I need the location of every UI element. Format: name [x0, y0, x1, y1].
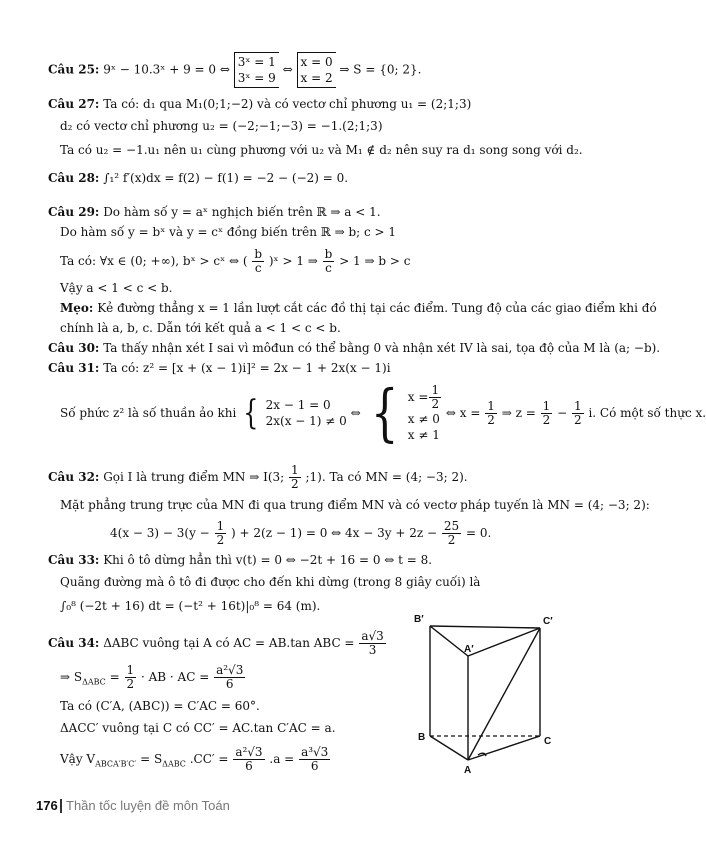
frac-num: 25 [443, 519, 460, 533]
frac-num: 1 [291, 463, 299, 477]
frac-den: 2 [291, 477, 299, 491]
q32-text-b: ;1). Ta có MN = (4; −3; 2). [305, 470, 468, 484]
frac-num: b [324, 247, 333, 261]
frac-den: 6 [225, 677, 234, 691]
q29-compare-c: > 1 ⇒ b > c [339, 254, 411, 268]
frac-num: a³√3 [301, 745, 329, 759]
q34-frac-a33 [299, 746, 330, 773]
footer-title: Thần tốc luyện đề môn Toán [66, 798, 230, 813]
q32-eq-b: ) + 2(z − 1) = 0 ⇔ 4x − 3y + 2z − [231, 526, 438, 540]
q29-line-4: Vậy a < 1 < c < b. [60, 281, 173, 295]
q33-text-1: Khi ô tô dừng hẳn thì v(t) = 0 ⇔ −2t + 16 = 0 ⇔ t = 8. [103, 553, 433, 567]
q32-eq-c: = 0. [465, 526, 492, 540]
q29-compare-b: )ˣ > 1 ⇒ [268, 254, 318, 268]
page-number: 176 [36, 798, 58, 813]
footer-separator [60, 799, 62, 813]
q32-text-a: Gọi I là trung điểm MN ⇒ I(3; [103, 470, 285, 484]
q25-label: Câu 25: [48, 62, 100, 77]
frac-den: 2 [487, 412, 495, 427]
q29-frac-bc-2 [323, 248, 335, 275]
frac-den: 2 [542, 412, 551, 427]
q29-line-3 [60, 248, 410, 275]
q27-line-3: Ta có u₂ = −1.u₁ nên u₁ cùng phương với u₂ và M₁ ∉ d₂ nên suy ra d₁ song song với d₂. [60, 143, 583, 157]
q34-line-4: ΔACC′ vuông tại C có CC′ = AC.tan C′AC = a. [60, 721, 336, 735]
q30-line [48, 340, 660, 356]
q29-text-1: Do hàm số y = aˣ nghịch biến trên ℝ ⇒ a < 1. [103, 205, 381, 219]
label-c: C [544, 736, 552, 747]
frac-den: 6 [310, 759, 319, 773]
frac-num: 1 [126, 663, 135, 677]
edge-b1a1 [430, 626, 468, 656]
q34-times-a: .a = [269, 752, 295, 766]
q29-line-1 [48, 204, 381, 220]
q32-frac-25 [442, 520, 461, 547]
q34-text-1: ΔABC vuông tại A có AC = AB.tan ABC = [103, 636, 355, 650]
q27-label: Câu 27: [48, 97, 100, 111]
q34-line-3: Ta có (C′A, (ABC)) = C′AC = 60°. [60, 699, 260, 713]
q29-tip-label: Mẹo: [60, 301, 94, 315]
q32-label: Câu 32: [48, 470, 100, 484]
q29-compare-a: Ta có: ∀x ∈ (0; +∞), bˣ > cˣ ⇔ ( [60, 254, 248, 268]
frac-num: 1 [487, 398, 495, 413]
q28-line [48, 170, 348, 186]
q25-line [48, 52, 421, 88]
frac-num: a²√3 [216, 663, 244, 677]
q31-z-result: ⇒ z = [501, 406, 536, 420]
q34-sub-abc-2: ΔABC [162, 759, 186, 769]
q31-system-2 [408, 384, 442, 443]
q31-system-1 [266, 397, 347, 429]
q31-half-3 [541, 400, 553, 427]
q29-frac-bc-1 [252, 248, 264, 275]
frac-den: 2 [447, 533, 456, 547]
frac-num: a²√3 [235, 745, 263, 759]
q27-line-1 [48, 96, 471, 112]
q31-sys-1: 2x − 1 = 0 [265, 398, 331, 412]
q27-line-2: d₂ có vectơ chỉ phương u₂ = (−2;−1;−3) = −1.(2;1;3) [60, 119, 383, 133]
q34-frac-a23 [214, 664, 245, 691]
q28-label: Câu 28: [48, 171, 100, 185]
frac-den: 6 [245, 759, 253, 773]
frac-den: c [254, 261, 262, 275]
frac-den: 3 [368, 643, 377, 657]
q25-result: ⇒ S = {0; 2}. [339, 62, 422, 77]
q34-label: Câu 34: [48, 636, 100, 650]
q32-eq-a: 4(x − 3) − 3(y − [110, 526, 210, 540]
edge-b1c1 [430, 626, 540, 628]
q34-frac-a3 [359, 630, 385, 657]
q31-half [429, 384, 441, 411]
q34-frac-a23-2 [233, 746, 264, 773]
q34-line-1 [48, 630, 387, 657]
q29-tip-1 [60, 300, 657, 316]
label-a: A [464, 765, 472, 776]
q31-half-4 [572, 400, 584, 427]
label-b1: B′ [414, 614, 424, 625]
q31-x-result: ⇔ x = [445, 406, 481, 420]
q31-brace-1: { [243, 393, 259, 433]
q30-text: Ta thấy nhận xét I sai vì môđun có thể bằng 0 và nhận xét IV là sai, tọa độ của M là (a; −b). [103, 341, 661, 355]
q25-sol-1: x = 0 [300, 55, 333, 69]
q25-arrow: ⇔ [282, 62, 293, 77]
frac-den: 2 [573, 412, 582, 427]
frac-den: 2 [126, 677, 135, 691]
q33-line-2: Quãng đường mà ô tô đi được cho đến khi dừng (trong 8 giây cuối) là [60, 575, 481, 589]
q34-eq-s: = S [140, 752, 163, 766]
label-a1: A′ [464, 644, 474, 655]
q34-sub-prism: ABCA′B′C′ [95, 759, 137, 769]
q28-equation: ∫₁² f′(x)dx = f(2) − f(1) = −2 − (−2) = 0. [103, 171, 349, 185]
q34-eq: = [109, 670, 120, 684]
q32-line-1 [48, 464, 468, 491]
q31-brace-2: { [370, 376, 399, 449]
q34-v: Vậy V [60, 752, 96, 766]
q32-half [289, 464, 301, 491]
frac-num: 1 [542, 398, 551, 413]
q31-label: Câu 31: [48, 361, 100, 375]
q33-label: Câu 33: [48, 553, 100, 567]
q31-end: i. Có một số thực x. [588, 406, 706, 420]
q32-half-2 [215, 520, 227, 547]
q31-minus: − [557, 406, 568, 420]
q31-sys-2: 2x(x − 1) ≠ 0 [265, 414, 347, 428]
q30-label: Câu 30: [48, 341, 100, 355]
q29-label: Câu 29: [48, 205, 100, 219]
frac-den: 2 [431, 396, 440, 411]
q25-sol-2: x = 2 [300, 71, 333, 85]
frac-den: 2 [216, 533, 225, 547]
q32-line-2: Mặt phẳng trung trực của MN đi qua trung điểm MN và có vectơ pháp tuyến là MN = (4; −3; 2): [60, 498, 650, 512]
q25-equation: 9ˣ − 10.3ˣ + 9 = 0 ⇔ [103, 62, 230, 77]
label-c1: C′ [543, 616, 553, 627]
q31-case-3: x ≠ 1 [407, 427, 440, 442]
q34-half [125, 664, 137, 691]
q31-case-2: x ≠ 0 [407, 411, 440, 426]
q31-arrow: ⇔ [350, 406, 361, 420]
q27-text-1: Ta có: d₁ qua M₁(0;1;−2) và có vectơ chỉ phương u₁ = (2;1;3) [103, 97, 472, 111]
q33-line-1 [48, 552, 432, 568]
q34-s: ⇒ S [60, 670, 83, 684]
q33-line-3: ∫₀⁸ (−2t + 16) dt = (−t² + 16t)|₀⁸ = 64 (m). [60, 599, 321, 613]
q29-line-2: Do hàm số y = bˣ và y = cˣ đồng biến trên ℝ ⇒ b; c > 1 [60, 225, 397, 239]
q31-x-eq: x = [407, 389, 429, 404]
q34-line-5 [60, 746, 331, 773]
q25-bracket-1 [234, 52, 279, 88]
q25-case-2: 3ˣ = 9 [237, 71, 276, 85]
label-b: B [418, 732, 426, 743]
frac-num: 1 [216, 519, 225, 533]
q31-text-1: Ta có: z² = [x + (x − 1)i]² = 2x − 1 + 2x(x − 1)i [103, 361, 391, 375]
q34-line-2 [60, 664, 246, 691]
prism-figure [400, 608, 560, 778]
q31-half-2 [485, 400, 497, 427]
frac-num: 1 [431, 382, 440, 397]
q31-case-1 [407, 382, 442, 411]
frac-den: c [325, 261, 332, 275]
q25-bracket-2 [297, 52, 336, 88]
q34-sub-abc: ΔABC [82, 677, 106, 687]
q31-line-1 [48, 360, 391, 376]
frac-num: b [254, 247, 263, 261]
q32-equation [110, 520, 491, 547]
q29-tip-text-1: Kẻ đường thẳng x = 1 lần lượt cắt các đồ thị tại các điểm. Tung độ của các giao điểm khi đó [97, 301, 657, 315]
q25-case-1: 3ˣ = 1 [237, 55, 276, 69]
q34-product: · AB · AC = [140, 670, 210, 684]
q31-pre: Số phức z² là số thuần ảo khi [60, 406, 237, 420]
q31-line-2 [60, 376, 706, 449]
q34-cc: .CC′ = [189, 752, 229, 766]
q29-tip-2: chính là a, b, c. Dẫn tới kết quả a < 1 < c < b. [60, 321, 341, 335]
frac-num: 1 [573, 398, 582, 413]
edge-a1c1 [468, 628, 540, 656]
frac-num: a√3 [361, 629, 384, 643]
edge-ba [430, 736, 468, 760]
